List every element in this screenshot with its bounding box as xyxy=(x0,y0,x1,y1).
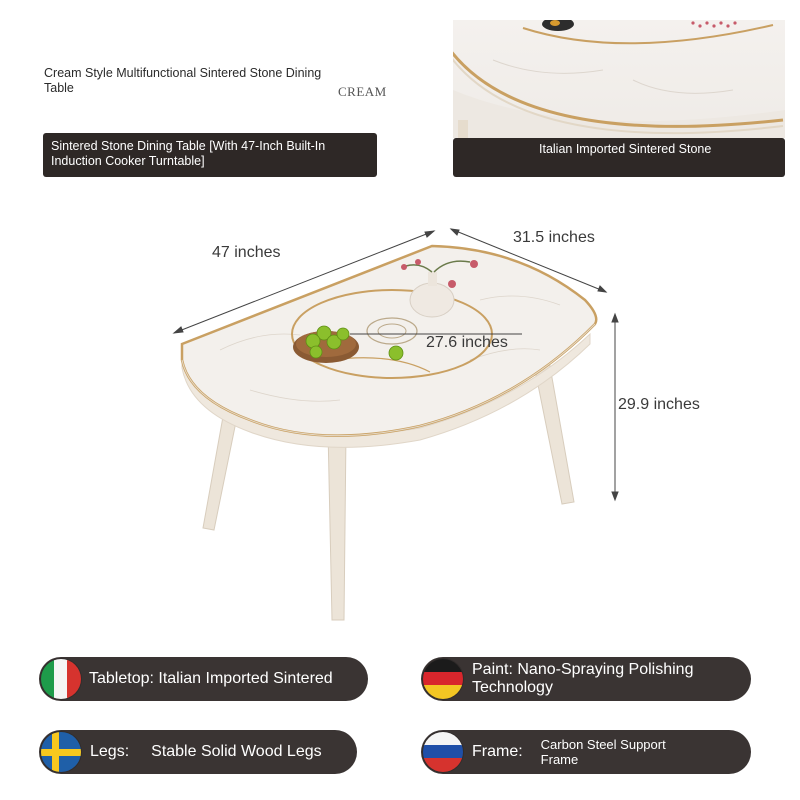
feature-frame-label: Frame: xyxy=(472,743,523,760)
feature-paint xyxy=(421,657,751,701)
feature-frame-value: Carbon Steel Support Frame xyxy=(540,737,666,767)
turntable-dimension-label: 27.6 inches xyxy=(426,334,508,351)
product-title: Cream Style Multifunctional Sintered Stone Dining Table xyxy=(44,66,322,95)
height-dimension-label: 29.9 inches xyxy=(618,396,700,413)
feature-legs-label: Legs: xyxy=(90,743,130,760)
color-label: CREAM xyxy=(338,84,387,99)
feature-tabletop xyxy=(39,657,368,701)
length-dimension-label: 47 inches xyxy=(212,244,281,261)
russia-flag-icon xyxy=(423,732,463,772)
italy-flag-icon xyxy=(41,659,81,699)
feature-legs-value: Stable Solid Wood Legs xyxy=(151,743,322,760)
feature-frame xyxy=(421,730,751,774)
feature-legs xyxy=(39,730,357,774)
feature-tabletop-label: Tabletop: Italian Imported Sintered xyxy=(89,670,333,687)
width-dimension-label: 31.5 inches xyxy=(513,229,595,246)
feature-paint-label: Paint: Nano-Spraying Polishing Technology xyxy=(472,661,694,696)
germany-flag-icon xyxy=(423,659,463,699)
sweden-flag-icon xyxy=(41,732,81,772)
product-banner-text: Sintered Stone Dining Table [With 47-Inch Built-In Induction Cooker Turntable] xyxy=(51,139,326,168)
detail-caption-text: Italian Imported Sintered Stone xyxy=(539,142,712,156)
